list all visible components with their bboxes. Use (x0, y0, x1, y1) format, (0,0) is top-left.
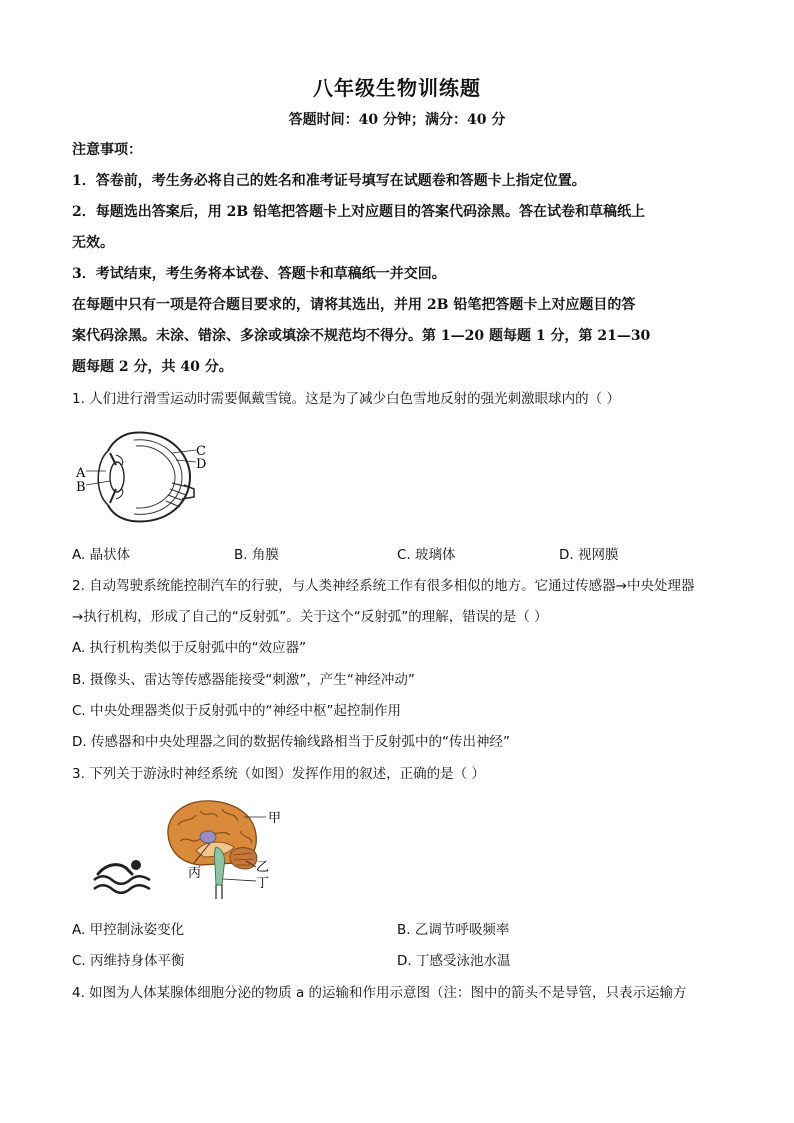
question-4-stem: 4. 如图为人体某腺体细胞分泌的物质 a 的运输和作用示意图（注：图中的箭头不是导管，只表示运输方 (72, 985, 687, 1001)
q2-option-c[interactable]: C. 中央处理器类似于反射弧中的“神经中枢”起控制作用 (72, 703, 401, 719)
eye-label-c: C (196, 444, 206, 459)
q3-option-d[interactable]: D. 丁感受泳池水温 (397, 953, 511, 969)
note-1: 1．答卷前，考生务必将自己的姓名和准考证号填写在试题卷和答题卡上指定位置。 (72, 173, 586, 189)
q3-option-c[interactable]: C. 丙维持身体平衡 (72, 953, 185, 969)
notes-heading: 注意事项： (72, 142, 142, 158)
q3-option-a[interactable]: A. 甲控制泳姿变化 (72, 922, 185, 938)
brain-label-bing: 丙 (188, 866, 202, 881)
page-subtitle: 答题时间：40 分钟；满分：40 分 (288, 112, 506, 128)
instruction-line2: 案代码涂黑。未涂、错涂、多涂或填涂不规范均不得分。第 1—20 题每题 1 分，第 21—30 (72, 328, 651, 344)
q1-option-a[interactable]: A. 晶状体 (72, 547, 131, 563)
question-2-stem-line1: 2. 自动驾驶系统能控制汽车的行驶，与人类神经系统工作有很多相似的地方。它通过传感器→中央处理器 (72, 578, 695, 594)
note-2-line2: 无效。 (72, 235, 114, 251)
question-3-stem: 3. 下列关于游泳时神经系统（如图）发挥作用的叙述，正确的是（ ） (72, 766, 485, 782)
brain-label-ding: 丁 (256, 876, 270, 891)
note-2-line1: 2．每题选出答案后，用 2B 铅笔把答题卡上对应题目的答案代码涂黑。答在试卷和草稿纸上 (72, 204, 646, 220)
q1-option-d[interactable]: D. 视网膜 (559, 547, 619, 563)
instruction-line3: 题每题 2 分，共 40 分。 (72, 359, 233, 375)
q2-option-b[interactable]: B. 摄像头、雷达等传感器能接受“刺激”，产生“神经冲动” (72, 672, 415, 688)
instruction-line1: 在每题中只有一项是符合题目要求的，请将其选出，并用 2B 铅笔把答题卡上对应题目的答 (72, 297, 636, 313)
q2-option-d[interactable]: D. 传感器和中央处理器之间的数据传输线路相当于反射弧中的“传出神经” (72, 734, 510, 750)
eye-label-a: A (76, 466, 86, 481)
brain-label-yi: 乙 (256, 860, 270, 875)
q1-option-c[interactable]: C. 玻璃体 (397, 547, 456, 563)
eye-diagram (72, 425, 222, 530)
brain-label-jia: 甲 (268, 811, 282, 826)
page-title: 八年级生物训练题 (313, 76, 481, 100)
q2-option-a[interactable]: A. 执行机构类似于反射弧中的“效应器” (72, 640, 307, 656)
eye-label-b: B (76, 480, 86, 495)
eye-label-d: D (196, 457, 207, 472)
q1-option-b[interactable]: B. 角膜 (234, 547, 279, 563)
question-1-stem: 1. 人们进行滑雪运动时需要佩戴雪镜。这是为了减少白色雪地反射的强光刺激眼球内的（ ） (72, 391, 620, 407)
brain-diagram (160, 795, 290, 900)
q3-option-b[interactable]: B. 乙调节呼吸频率 (397, 922, 510, 938)
swimmer-icon (92, 856, 152, 896)
question-2-stem-line2: →执行机构，形成了自己的“反射弧”。关于这个“反射弧”的理解，错误的是（ ） (72, 609, 548, 625)
note-3: 3．考试结束，考生务将本试卷、答题卡和草稿纸一并交回。 (72, 266, 446, 282)
